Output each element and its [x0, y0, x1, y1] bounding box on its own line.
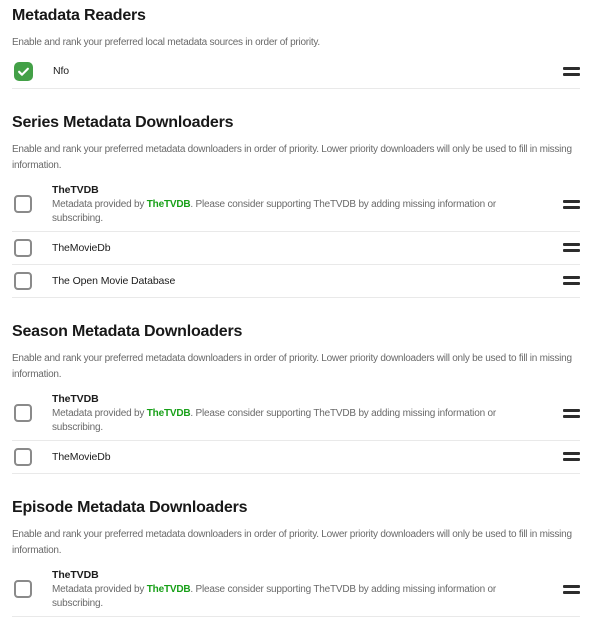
list-item-open-movie-database[interactable] — [12, 265, 580, 298]
item-description-text: Metadata provided by — [52, 198, 147, 210]
item-description — [52, 198, 522, 226]
item-description-text: . Please consider supporting TheTVDB by adding missing information or subscribing. — [52, 198, 496, 224]
section-series-metadata-downloaders — [12, 113, 580, 298]
item-text — [52, 568, 563, 611]
item-text — [52, 450, 563, 464]
section-episode-metadata-downloaders — [12, 498, 580, 617]
section-title: Metadata Readers — [12, 7, 146, 24]
season-downloaders-list — [12, 387, 580, 474]
item-label: The Open Movie Database — [52, 274, 176, 287]
drag-handle-icon[interactable] — [563, 198, 580, 211]
item-description-text: . Please consider supporting TheTVDB by adding missing information or subscribing. — [52, 583, 496, 609]
drag-handle-icon[interactable] — [563, 407, 580, 420]
list-item-nfo[interactable] — [12, 55, 580, 89]
series-downloaders-list — [12, 178, 580, 298]
checkbox-unchecked[interactable] — [14, 239, 32, 257]
checkbox-checked[interactable] — [14, 62, 33, 81]
section-season-metadata-downloaders — [12, 322, 580, 474]
item-text — [52, 241, 563, 255]
thetvdb-link[interactable]: TheTVDB — [146, 583, 191, 595]
checkbox-unchecked[interactable] — [14, 580, 32, 598]
item-description — [52, 583, 522, 611]
item-label: TheMovieDb — [52, 241, 111, 254]
drag-handle-icon[interactable] — [563, 583, 580, 596]
item-description-text: Metadata provided by — [52, 583, 147, 595]
drag-handle-icon[interactable] — [563, 274, 580, 287]
item-description-text: . Please consider supporting TheTVDB by adding missing information or subscribing. — [52, 407, 496, 433]
check-icon — [16, 64, 31, 79]
item-label: TheTVDB — [52, 392, 99, 405]
checkbox-unchecked[interactable] — [14, 272, 32, 290]
section-title: Series Metadata Downloaders — [12, 113, 234, 131]
item-label: TheTVDB — [52, 568, 99, 581]
item-description — [52, 407, 522, 435]
thetvdb-link[interactable]: TheTVDB — [146, 198, 191, 210]
section-metadata-readers — [12, 6, 580, 89]
drag-handle-icon[interactable] — [563, 241, 580, 254]
list-item-themoviedb[interactable] — [12, 441, 580, 474]
list-item-themoviedb[interactable] — [12, 232, 580, 265]
section-description: Enable and rank your preferred metadata downloaders in order of priority. Lower priority downloaders will only be used to fill in missing information. — [12, 528, 572, 556]
item-text — [52, 392, 563, 435]
list-item-thetvdb[interactable] — [12, 178, 580, 232]
item-label: TheTVDB — [52, 183, 99, 196]
section-description: Enable and rank your preferred metadata downloaders in order of priority. Lower priority downloaders will only be used to fill in missing information. — [12, 143, 572, 171]
section-title: Season Metadata Downloaders — [12, 322, 243, 340]
thetvdb-link[interactable]: TheTVDB — [146, 407, 191, 419]
item-text — [52, 183, 563, 226]
checkbox-unchecked[interactable] — [14, 195, 32, 213]
list-item-thetvdb[interactable] — [12, 563, 580, 617]
metadata-readers-list — [12, 55, 580, 89]
item-label: Nfo — [53, 65, 70, 77]
drag-handle-icon[interactable] — [563, 450, 580, 463]
item-description-text: Metadata provided by — [52, 407, 147, 419]
item-text — [53, 64, 563, 78]
drag-handle-icon[interactable] — [563, 65, 580, 78]
section-title: Episode Metadata Downloaders — [12, 498, 248, 516]
item-label: TheMovieDb — [52, 450, 111, 463]
section-description: Enable and rank your preferred metadata downloaders in order of priority. Lower priority downloaders will only be used to fill in missing information. — [12, 352, 572, 380]
episode-downloaders-list — [12, 563, 580, 617]
section-description: Enable and rank your preferred local metadata sources in order of priority. — [12, 37, 320, 48]
checkbox-unchecked[interactable] — [14, 448, 32, 466]
item-text — [52, 274, 563, 288]
checkbox-unchecked[interactable] — [14, 404, 32, 422]
list-item-thetvdb[interactable] — [12, 387, 580, 441]
